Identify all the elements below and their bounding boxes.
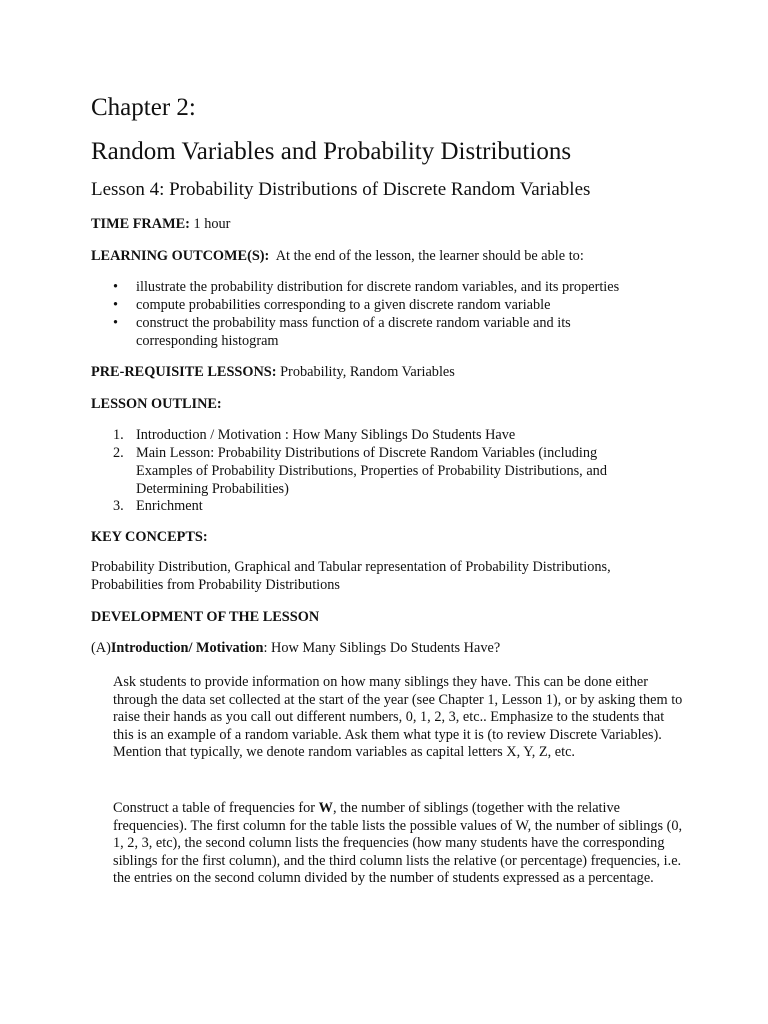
learning-outcomes-label: LEARNING OUTCOME(S): [91,248,270,264]
learning-outcomes-heading [91,247,584,265]
lesson-outline-label: LESSON OUTLINE: [91,396,222,412]
prerequisites-value: Probability, Random Variables [280,364,455,380]
section-a-rest: : How Many Siblings Do Students Have? [263,640,501,656]
outline-text: Enrichment [136,498,203,514]
outcome-text: compute probabilities corresponding to a given discrete random variable [136,297,551,313]
table-paragraph [113,800,683,888]
outline-number: 2. [113,445,124,461]
outline-text: Main Lesson: Probability Distributions of Discrete Random Variables (including Examples of Probability Distributions, Properties of Probability Distributions, and Determining Probabilities) [136,445,607,497]
learning-outcomes-intro: At the end of the lesson, the learner should be able to: [275,248,584,264]
table-paragraph-end: , the number of siblings (together with the relative frequencies). The first column for the table lists the possible values of W, the number of siblings (0, 1, 2, 3, etc), the second column lists the frequencies (how many students have the corresponding siblings for the first column), and the third column lists the relative (or percentage) frequencies, i.e. the entries on the second column divided by the number of students expressed as a percentage. [113,800,683,887]
key-concepts-text: Probability Distribution, Graphical and Tabular representation of Probability Distributions, Probabilities from Probability Distributions [91,559,611,593]
section-a-title: Introduction/ Motivation [110,640,264,656]
key-concepts-label: KEY CONCEPTS: [91,529,208,545]
intro-paragraph: Ask students to provide information on how many siblings they have. This can be done either through the data set collected at the start of the year (see Chapter 1, Lesson 1), or by asking them to raise their hands as you call out different numbers, 0, 1, 2, 3, etc.. Emphasize to the students that this is an example of a random variable. Ask them what type it is (to review Discrete Variables). Mention that typically, we denote random variables as capital letters X, Y, Z, etc. [113,674,683,761]
outcome-item [113,314,693,352]
bullet-icon: • [113,279,119,295]
time-frame [91,215,230,233]
development-label: DEVELOPMENT OF THE LESSON [91,609,320,625]
chapter-title: Random Variables and Probability Distributions [91,138,572,165]
section-a-heading [91,639,500,657]
lesson-outline-heading [91,395,222,413]
table-paragraph-start: Construct a table of frequencies for [113,800,319,816]
outline-number: 3. [113,498,124,514]
prerequisites-label: PRE-REQUISITE LESSONS: [91,364,277,380]
outcome-text: construct the probability mass function of a discrete random variable and its corresponding histogram [136,315,571,349]
development-heading [91,608,319,626]
variable-w: W [318,800,333,816]
key-concepts-heading [91,528,208,546]
outcome-text: illustrate the probability distribution for discrete random variables, and its properties [136,279,620,295]
section-a-marker: (A) [91,640,111,656]
outline-text: Introduction / Motivation : How Many Siblings Do Students Have [136,427,516,443]
bullet-icon: • [113,297,119,313]
chapter-label: Chapter 2: [91,94,196,121]
lesson-title: Lesson 4: Probability Distributions of Discrete Random Variables [91,179,591,200]
outline-number: 1. [113,427,124,443]
bullet-icon: • [113,315,119,331]
time-frame-label: TIME FRAME: [91,216,190,232]
time-frame-value: 1 hour [193,216,231,232]
prerequisites [91,363,455,381]
